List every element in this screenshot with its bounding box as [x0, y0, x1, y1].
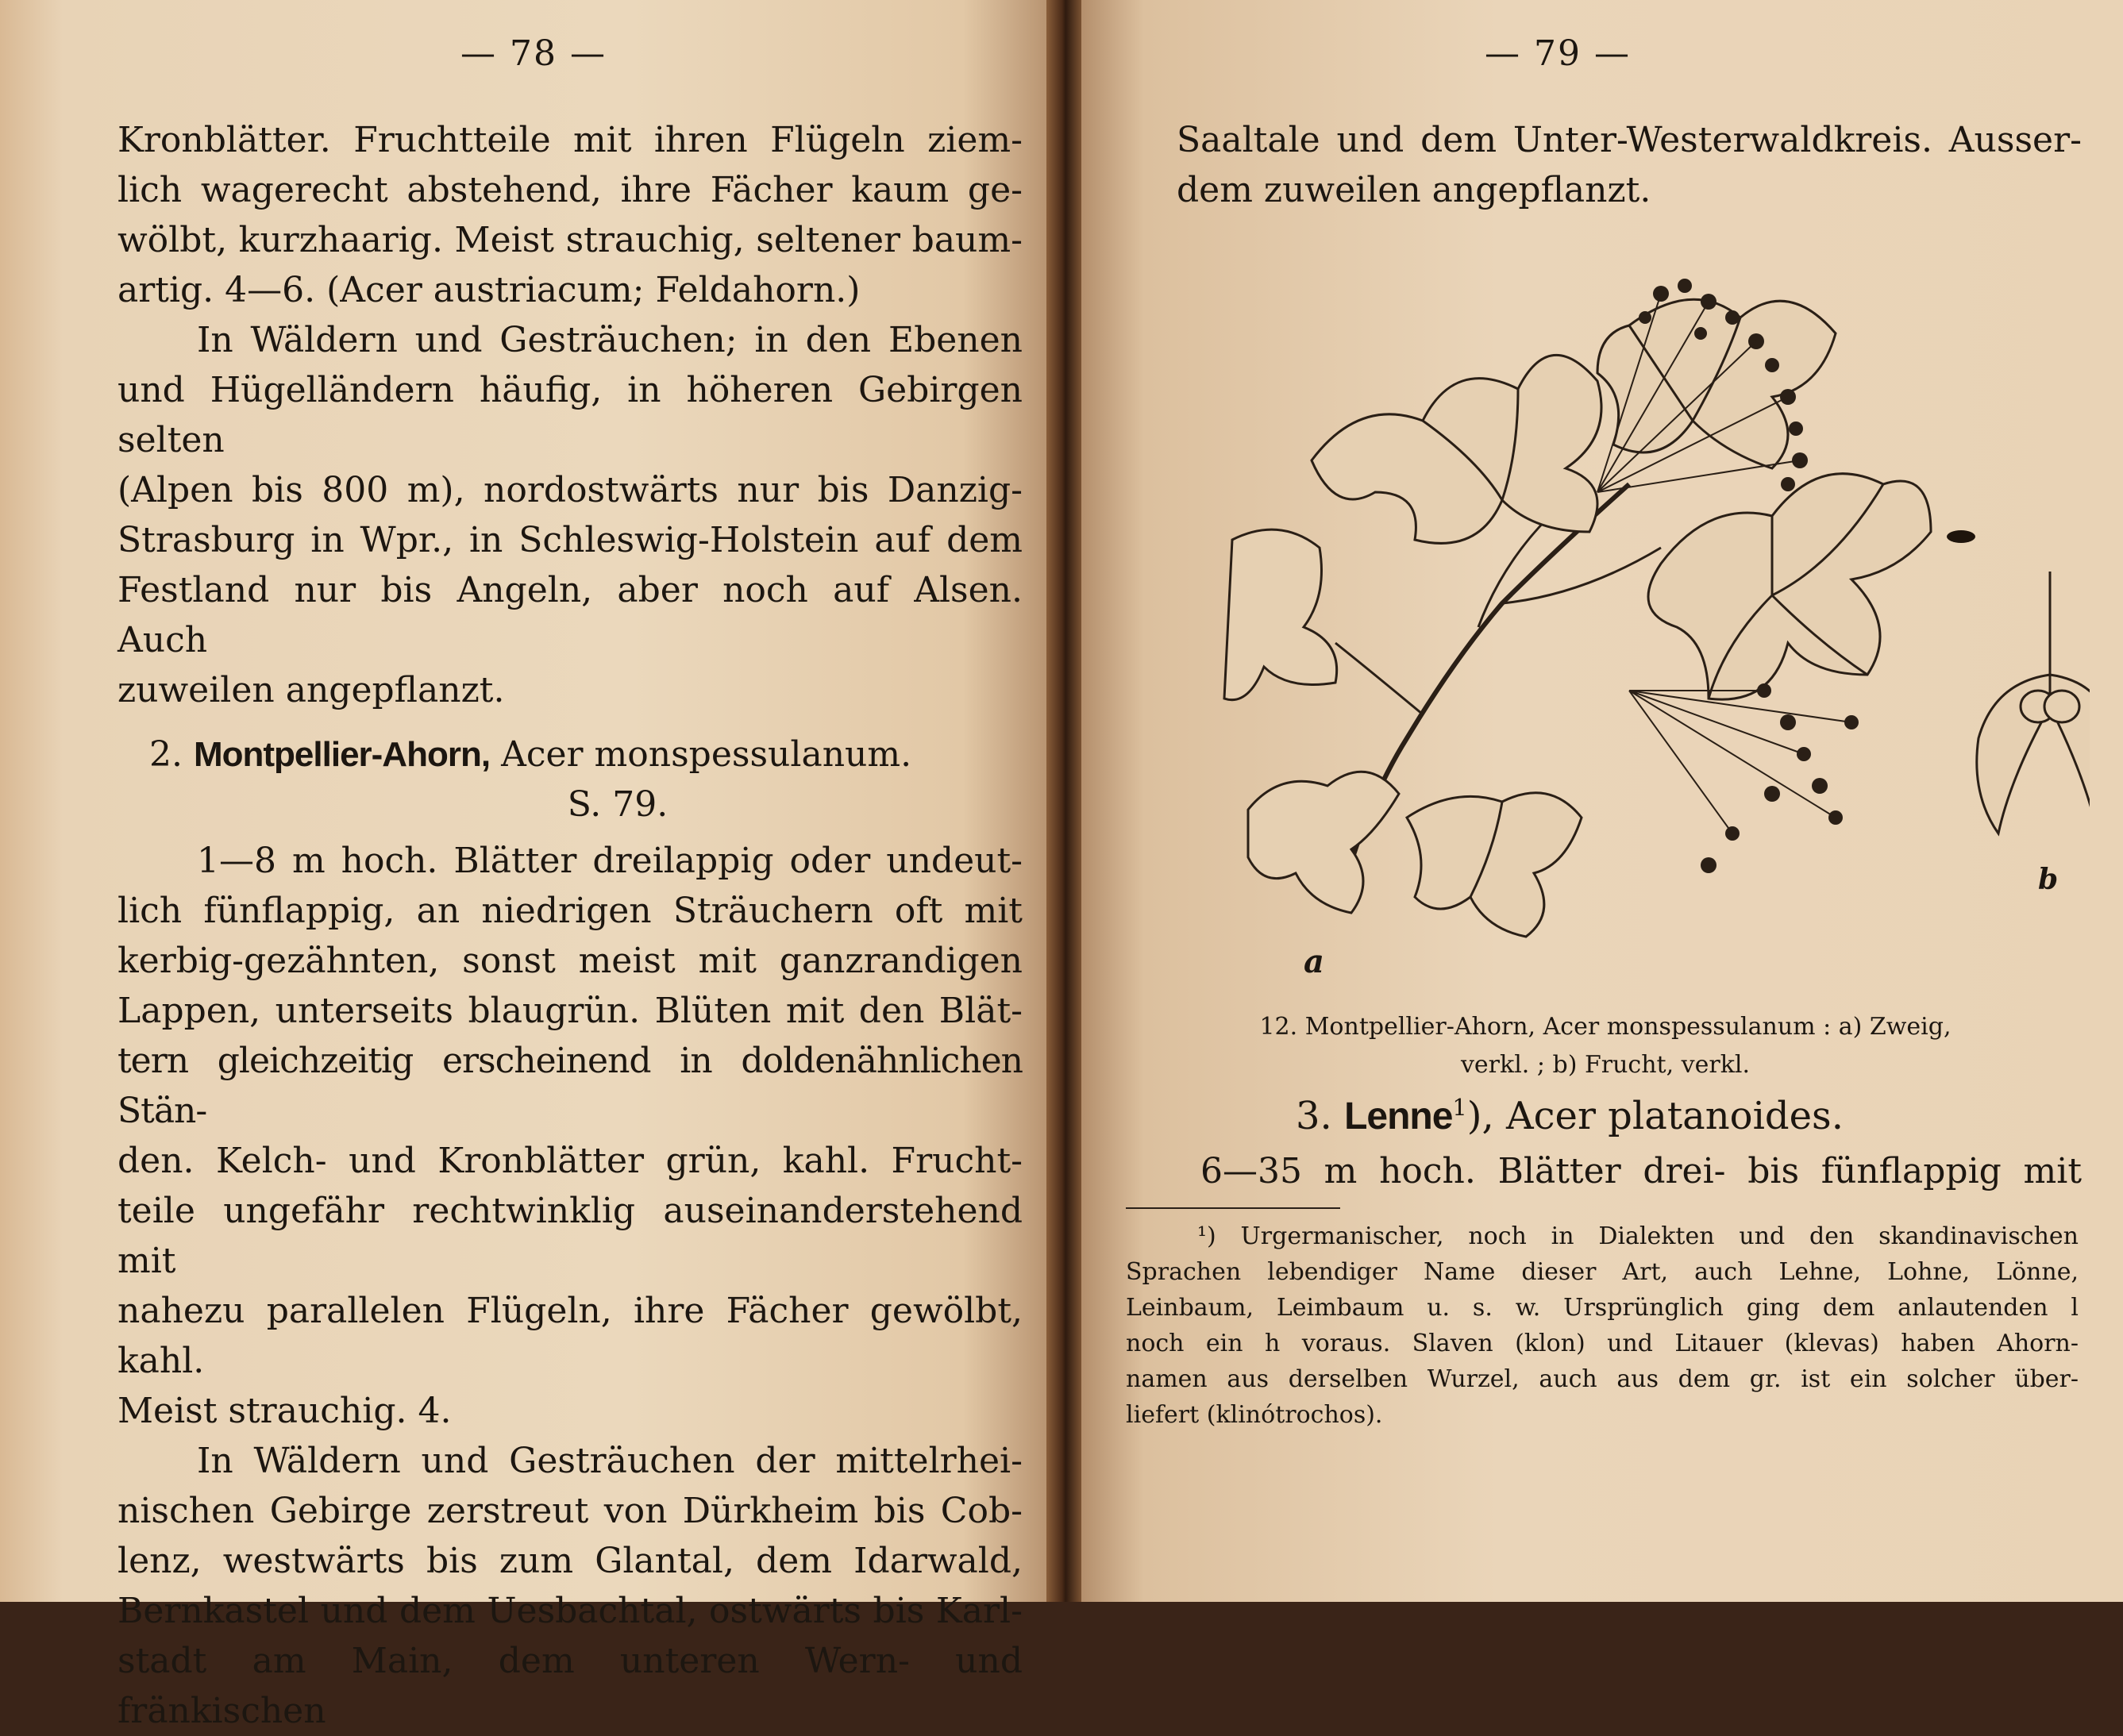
footnote-rule [1126, 1207, 1340, 1209]
left-page-text [118, 115, 1023, 1736]
footnote-line: liefert (klinótrochos). [1126, 1401, 1383, 1429]
text-line: tern gleichzeitig erscheinend in doldenähnlichen Stän- [118, 1041, 1023, 1131]
text-line: In Wäldern und Gesträuchen der mittelrhei- [197, 1441, 1023, 1481]
heading-ref: S. 79. [567, 784, 668, 825]
left-page [0, 0, 1046, 1731]
caption-line: verkl. ; b) Frucht, verkl. [1460, 1051, 1751, 1079]
text-line: lich fünflappig, an niedrigen Sträuchern oft mit [118, 891, 1023, 931]
heading-name: Montpellier-Ahorn, [193, 735, 491, 774]
figure-label-b: b [2038, 863, 2059, 896]
figure-caption [1208, 1008, 2002, 1084]
text-line: dem zuweilen angepflanzt. [1177, 170, 1651, 210]
footnote-line: namen aus derselben Wurzel, auch aus dem gr. ist ein solcher über- [1126, 1365, 2079, 1393]
text-line: und Hügelländern häufig, in höheren Gebirgen selten [118, 370, 1023, 460]
text-line: Saaltale und dem Unter-Westerwaldkreis. Ausser- [1177, 120, 2082, 160]
text-line: Kronblätter. Fruchtteile mit ihren Flügeln ziem- [118, 120, 1023, 160]
text-line: artig. 4—6. (Acer austriacum; Feldahorn.) [118, 270, 861, 310]
text-line: kerbig-gezähnten, sonst meist mit ganzrandigen [118, 941, 1023, 981]
footnote-line: Sprachen lebendiger Name dieser Art, auch Lehne, Lohne, Lönne, [1126, 1258, 2079, 1286]
figure-label-a: a [1304, 943, 1324, 980]
right-page [1081, 0, 2123, 1602]
text-line: den. Kelch- und Kronblätter grün, kahl. Frucht- [118, 1141, 1023, 1181]
text-line: Festland nur bis Angeln, aber noch auf Alsen. Auch [118, 570, 1023, 660]
text-line: nahezu parallelen Flügeln, ihre Fächer gewölbt, kahl. [118, 1291, 1023, 1381]
footnote-line: noch ein h voraus. Slaven (klon) und Litauer (klevas) haben Ahorn- [1126, 1330, 2079, 1357]
text-line: nischen Gebirge zerstreut von Dürkheim bis Cob- [118, 1491, 1023, 1531]
text-line: lich wagerecht abstehend, ihre Fächer kaum ge- [118, 170, 1023, 210]
footnote-line: Leinbaum, Leimbaum u. s. w. Ursprünglich ging dem anlautenden l [1126, 1294, 2079, 1322]
right-page-text [1129, 115, 2082, 215]
text-line: Strasburg in Wpr., in Schleswig-Holstein auf dem [118, 520, 1023, 560]
heading-number: 2. [149, 734, 183, 775]
branch-a [1224, 299, 1931, 937]
text-line: Lappen, unterseits blaugrün. Blüten mit den Blät- [118, 991, 1023, 1031]
text-line: stadt am Main, dem unteren Wern- und fränkischen [118, 1641, 1023, 1731]
text-line: wölbt, kurzhaarig. Meist strauchig, seltener baum- [118, 220, 1023, 260]
heading-latin: Acer monspessulanum. [501, 734, 912, 775]
text-line: zuweilen angepflanzt. [118, 670, 505, 710]
text-line: lenz, westwärts bis zum Glantal, dem Idarwald, [118, 1541, 1023, 1581]
heading-name: Lenne [1344, 1095, 1453, 1137]
ink-speck [1947, 530, 1975, 543]
page-number-79: — 79 — [1485, 33, 1631, 74]
book-gutter [1046, 0, 1081, 1602]
species-heading-3 [1296, 1094, 1844, 1138]
heading-number: 3. [1296, 1094, 1332, 1138]
text-line: (Alpen bis 800 m), nordostwärts nur bis Danzig- [118, 470, 1023, 510]
heading-punct: ), [1466, 1094, 1494, 1138]
text-line: 1—8 m hoch. Blätter dreilappig oder undeut- [197, 841, 1023, 881]
text-line: teile ungefähr rechtwinklig auseinanderstehend mit [118, 1191, 1023, 1281]
caption-line: 12. Montpellier-Ahorn, Acer monspessulanum : a) Zweig, [1259, 1013, 1952, 1041]
text-line: Bernkastel und dem Uesbachtal, ostwärts bis Karl- [118, 1591, 1023, 1631]
footnote [1126, 1218, 2079, 1433]
page-number-78: — 78 — [460, 33, 607, 74]
maple-branch-illustration [1216, 230, 2090, 1008]
species-heading-2 [118, 729, 1023, 779]
maple-fruit-b [1977, 572, 2090, 833]
heading-latin: Acer platanoides. [1506, 1094, 1844, 1138]
footnote-mark: 1 [1452, 1094, 1467, 1121]
footnote-line: ¹) Urgermanischer, noch in Dialekten und den skandinavischen [1197, 1222, 2079, 1250]
text-line: In Wäldern und Gesträuchen; in den Ebenen [197, 320, 1023, 360]
text-line: Meist strauchig. 4. [118, 1391, 452, 1431]
text-line: 6—35 m hoch. Blätter drei- bis fünflappig mit [1200, 1151, 2082, 1191]
